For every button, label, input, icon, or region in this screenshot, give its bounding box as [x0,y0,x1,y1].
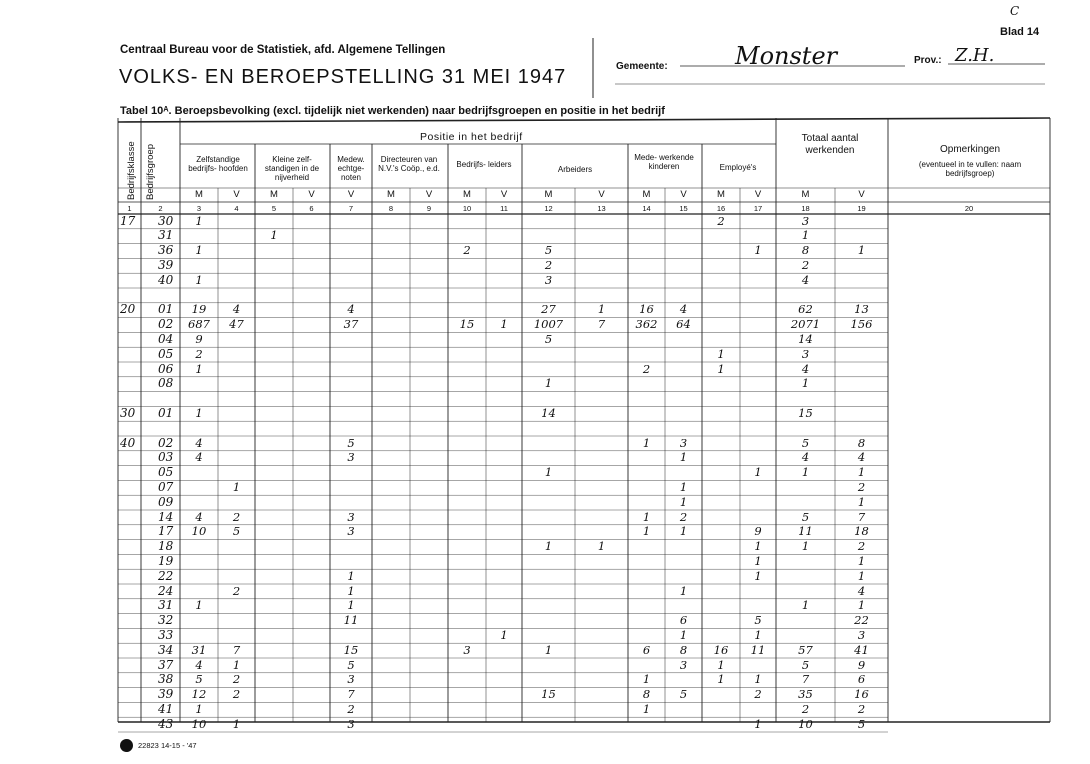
cell-value: 1 [195,361,203,376]
bedrijfsgroep-value: 19 [158,553,174,568]
bedrijfsgroep-value: 40 [158,272,174,287]
cell-value: 19 [191,302,207,317]
cell-value: 1 [195,405,203,420]
v-label: V [754,189,762,200]
cell-value: 37 [343,317,359,332]
col-zelfstandige: Zelfstandige bedrijfs- hoofden [188,155,248,173]
prov-value: Z.H. [955,45,995,66]
cell-value: 1 [270,228,278,243]
m-label: M [801,189,810,200]
bedrijfsgroep-value: 02 [158,435,174,450]
cell-value: 6 [857,672,866,687]
bedrijfsgroep-value: 38 [158,672,174,687]
column-number: 7 [348,204,354,213]
v-label: V [680,189,687,200]
cell-value: 2 [754,687,762,702]
cell-value: 35 [798,687,813,702]
column-number: 10 [462,204,472,213]
cell-value: 5 [754,613,762,628]
cell-value: 4 [801,361,810,376]
cell-value: 3 [347,524,355,539]
v-label: V [233,189,240,200]
cell-value: 1 [857,568,866,583]
cell-value: 362 [635,317,658,332]
col-bedrijfsleiders: Bedrijfs- leiders [456,160,512,169]
column-number: 5 [271,204,277,213]
bedrijfsklasse-value: 30 [120,405,136,420]
col-opmerkingen: Opmerkingen [939,144,1001,155]
cell-value: 4 [195,435,203,450]
cell-value: 15 [459,317,475,332]
cell-value: 1 [679,494,688,509]
col-directeuren: Directeuren van N.V.'s Coöp., e.d. [378,155,440,173]
cell-value: 2 [679,509,688,524]
bedrijfsgroep-value: 30 [158,213,174,228]
cell-value: 1 [801,376,810,391]
column-number: 9 [426,204,432,213]
cell-value: 1 [754,716,762,731]
m-label: M [387,189,395,200]
cell-value: 3 [544,272,553,287]
cell-value: 2 [642,361,651,376]
cell-value: 1 [347,583,355,598]
cell-value: 7 [347,687,355,702]
cell-value: 4 [857,450,866,465]
cell-value: 16 [639,302,654,317]
cell-value: 16 [713,642,729,657]
cell-value: 2 [544,257,553,272]
cell-value: 1 [679,627,688,642]
m-label: M [642,189,651,200]
cell-value: 1 [857,553,866,568]
bedrijfsgroep-value: 04 [158,331,174,346]
cell-value: 1 [801,228,810,243]
cell-value: 1 [195,213,203,228]
cell-value: 1 [232,716,241,731]
cell-value: 3 [679,657,688,672]
m-label: M [544,189,553,200]
bedrijfsgroep-value: 37 [158,657,174,672]
bedrijfsgroep-value: 39 [158,687,174,702]
cell-value: 22 [854,613,869,628]
cell-value: 11 [750,642,766,657]
cell-value: 5 [347,657,355,672]
bedrijfsklasse-value: 20 [120,302,136,317]
cell-value: 1 [857,494,866,509]
cell-value: 7 [801,672,810,687]
gemeente-value: Monster [735,42,838,70]
cell-value: 14 [798,331,813,346]
col-mede: Mede- werkende kinderen [634,153,694,171]
cell-value: 1 [642,672,651,687]
print-code: 22823 14-15 - '47 [138,741,197,750]
cell-value: 3 [347,450,355,465]
bedrijfsgroep-value: 31 [158,228,174,243]
cell-value: 12 [191,687,207,702]
cell-value: 2 [801,701,810,716]
cell-value: 1 [232,657,241,672]
cell-value: 1 [544,539,553,554]
cell-value: 5 [195,672,203,687]
cell-value: 2 [801,257,810,272]
col-arbeiders: Arbeiders [557,165,593,174]
cell-value: 4 [195,509,203,524]
bedrijfsgroep-value: 43 [158,716,174,731]
cell-value: 4 [232,302,241,317]
m-label: M [270,189,278,200]
bedrijfsgroep-value: 07 [158,479,174,494]
cell-value: 64 [676,317,691,332]
bedrijfsgroep-value: 18 [158,539,174,554]
cell-value: 2 [195,346,203,361]
cell-value: 4 [195,450,203,465]
column-number: 3 [196,204,202,213]
cell-value: 3 [347,716,355,731]
cell-value: 3 [679,435,688,450]
bedrijfsgroep-value: 01 [158,302,174,317]
cell-value: 62 [798,302,813,317]
column-number: 16 [716,204,726,213]
cell-value: 1 [754,553,762,568]
cell-value: 2 [232,583,241,598]
cell-value: 31 [191,642,207,657]
table-title: Tabel 10ᴬ. Beroepsbevolking (excl. tijdelijk niet werkenden) naar bedrijfsgroepen en positie in het bedrijf [120,105,665,117]
bedrijfsgroep-value: 24 [158,583,174,598]
cell-value: 5 [232,524,241,539]
cell-value: 1 [642,435,651,450]
cell-value: 5 [544,331,553,346]
cell-value: 2 [232,687,241,702]
cell-value: 1 [642,524,651,539]
cell-value: 1 [679,524,688,539]
bedrijfsgroep-value: 31 [158,598,174,613]
cell-value: 5 [544,243,553,258]
bedrijfsgroep-value: 05 [158,465,174,480]
cell-value: 10 [191,524,207,539]
cell-value: 4 [195,657,203,672]
col-bedrijfsklasse: Bedrijfsklasse [126,141,137,200]
cell-value: 3 [801,346,810,361]
cell-value: 11 [798,524,813,539]
bedrijfsgroep-value: 09 [158,494,174,509]
bedrijfsgroep-value: 22 [158,568,174,583]
positie-header: Positie in het bedrijf [420,131,523,143]
cell-value: 1 [597,302,606,317]
cell-value: 47 [229,317,244,332]
cell-value: 1 [754,243,762,258]
cell-value: 1 [801,539,810,554]
bedrijfsklasse-value: 17 [120,213,136,228]
column-number: 11 [500,204,508,213]
cell-value: 1 [500,627,508,642]
cell-value: 1 [754,568,762,583]
cell-value: 1 [544,465,553,480]
cell-value: 2 [857,701,866,716]
cell-value: 13 [854,302,869,317]
bedrijfsklasse-value: 40 [120,435,136,450]
column-number: 14 [642,204,651,213]
cell-value: 1 [717,672,725,687]
col-totaal: Totaal aantal werkenden [801,133,859,156]
cell-value: 1 [754,627,762,642]
cell-value: 1 [679,479,688,494]
bedrijfsgroep-value: 32 [158,613,174,628]
cell-value: 2 [347,701,355,716]
cell-value: 8 [642,687,651,702]
bureau-name: Centraal Bureau voor de Statistiek, afd. Algemene Tellingen [120,44,446,56]
cell-value: 7 [857,509,866,524]
column-number: 1 [127,204,132,213]
cell-value: 4 [857,583,866,598]
cell-value: 18 [854,524,869,539]
cell-value: 1 [642,509,651,524]
blad-number: Blad 14 [1000,26,1040,38]
cell-value: 1 [857,598,866,613]
cell-value: 1 [597,539,606,554]
cell-value: 1 [754,465,762,480]
cell-value: 5 [801,509,810,524]
bedrijfsgroep-value: 03 [158,450,174,465]
col-bedrijfsgroep: Bedrijfsgroep [145,144,156,200]
bedrijfsgroep-value: 08 [158,376,174,391]
cell-value: 4 [801,450,810,465]
cell-value: 1 [801,598,810,613]
bedrijfsgroep-value: 39 [158,257,174,272]
cell-value: 3 [463,642,471,657]
cell-value: 1 [500,317,508,332]
cell-value: 1 [717,657,725,672]
v-label: V [858,189,865,200]
col-employes: Employé's [719,163,757,172]
cell-value: 1 [642,701,651,716]
cell-value: 5 [857,716,866,731]
cell-value: 9 [857,657,866,672]
cell-value: 3 [857,627,866,642]
cell-value: 7 [597,317,606,332]
cell-value: 1 [195,701,203,716]
cell-value: 15 [798,405,813,420]
prov-label: Prov.: [914,55,942,66]
cell-value: 1 [195,243,203,258]
cell-value: 4 [801,272,810,287]
v-label: V [598,189,605,200]
column-number: 18 [801,204,810,213]
column-number: 13 [597,204,606,213]
cell-value: 1 [544,642,553,657]
cell-value: 4 [347,302,355,317]
cell-value: 1 [717,361,725,376]
cell-value: 1 [347,598,355,613]
cell-value: 5 [801,657,810,672]
cell-value: 57 [798,642,813,657]
cell-value: 2071 [790,317,821,332]
cell-value: 15 [541,687,556,702]
cell-value: 3 [347,509,355,524]
cell-value: 5 [679,687,688,702]
cell-value: 9 [195,331,203,346]
bedrijfsgroep-value: 06 [158,361,174,376]
column-number: 17 [753,204,763,213]
cell-value: 6 [679,613,688,628]
form-title: VOLKS- EN BEROEPSTELLING 31 MEI 1947 [119,66,567,88]
cell-value: 1 [195,272,203,287]
cell-value: 14 [541,405,556,420]
table-top-border [118,118,1050,122]
cell-value: 1 [754,672,762,687]
cell-value: 2 [463,243,471,258]
column-number: 4 [234,204,239,213]
bedrijfsgroep-value: 41 [158,701,174,716]
bedrijfsgroep-value: 33 [158,627,174,642]
bedrijfsgroep-value: 14 [158,509,174,524]
cell-value: 27 [541,302,556,317]
m-label: M [195,189,203,200]
cell-value: 1 [857,243,866,258]
cell-value: 16 [854,687,869,702]
cell-value: 1 [679,450,688,465]
m-label: M [463,189,471,200]
cell-value: 15 [343,642,359,657]
cell-value: 1 [801,465,810,480]
cell-value: 2 [717,213,725,228]
col-opmerkingen-sub: (eventueel in te vullen: naam bedrijfsgroep) [918,160,1022,178]
cell-value: 8 [857,435,866,450]
cell-value: 1007 [533,317,564,332]
cell-value: 2 [232,672,241,687]
v-label: V [500,189,508,200]
m-label: M [717,189,725,200]
cell-value: 1 [195,598,203,613]
bedrijfsgroep-value: 34 [158,642,174,657]
bedrijfsgroep-value: 17 [158,524,174,539]
footer-logo [120,739,133,752]
gemeente-label: Gemeente: [616,61,668,72]
cell-value: 1 [857,465,866,480]
col-medew: Medew. echtge- noten [337,155,365,182]
cell-value: 687 [188,317,210,332]
cell-value: 10 [798,716,813,731]
v-label: V [308,189,315,200]
blad-mark: C [1010,4,1020,18]
column-number: 6 [309,204,314,213]
cell-value: 11 [343,613,359,628]
v-label: V [347,189,355,200]
column-number: 20 [964,204,974,213]
cell-value: 10 [191,716,207,731]
cell-value: 3 [801,213,810,228]
column-number: 8 [388,204,394,213]
column-number: 15 [679,204,688,213]
cell-value: 5 [347,435,355,450]
cell-value: 1 [232,479,241,494]
cell-value: 2 [857,539,866,554]
cell-value: 2 [232,509,241,524]
cell-value: 9 [754,524,762,539]
cell-value: 8 [679,642,688,657]
cell-value: 41 [854,642,869,657]
cell-value: 156 [850,317,873,332]
cell-value: 1 [347,568,355,583]
cell-value: 3 [347,672,355,687]
cell-value: 1 [717,346,725,361]
column-number: 19 [857,204,866,213]
col-kleine: Kleine zelf- standigen in de nijverheid [264,155,320,182]
cell-value: 7 [232,642,241,657]
cell-value: 2 [857,479,866,494]
bedrijfsgroep-value: 36 [158,243,174,258]
cell-value: 1 [754,539,762,554]
bedrijfsgroep-value: 05 [158,346,174,361]
cell-value: 1 [679,583,688,598]
cell-value: 4 [679,302,688,317]
bedrijfsgroep-value: 01 [158,405,174,420]
cell-value: 6 [642,642,651,657]
cell-value: 5 [801,435,810,450]
bedrijfsgroep-value: 02 [158,317,174,332]
v-label: V [425,189,433,200]
column-number: 12 [544,204,553,213]
cell-value: 8 [801,243,810,258]
cell-value: 1 [544,376,553,391]
column-number: 2 [158,204,163,213]
